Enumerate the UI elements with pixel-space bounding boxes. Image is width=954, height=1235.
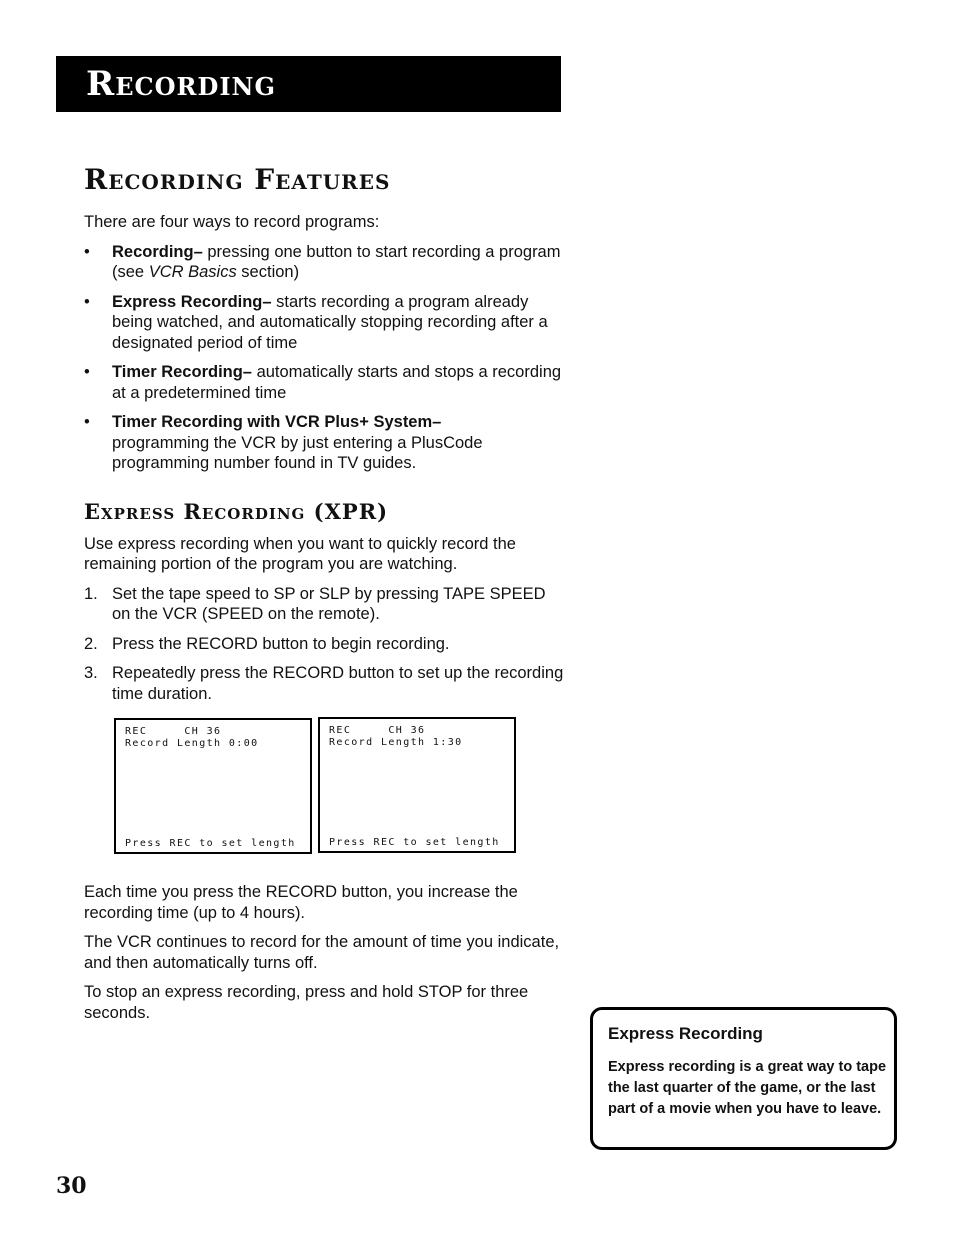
feature-term: Timer Recording–	[112, 363, 252, 381]
osd-bottom-line: Press REC to set length	[125, 838, 296, 849]
feature-text: pressing one button to start recording a program (see	[112, 242, 561, 281]
tip-title: Express Recording	[608, 1024, 763, 1043]
list-item	[84, 292, 564, 354]
section-title: Recording Features	[84, 163, 391, 196]
osd-screen-2	[318, 717, 516, 853]
paragraph: To stop an express recording, press and hold STOP for three seconds.	[84, 983, 529, 1022]
step-number: 2.	[84, 634, 98, 653]
paragraph: Each time you press the RECORD button, you increase the recording time (up to 4 hours).	[84, 883, 518, 922]
list-item	[84, 362, 564, 403]
steps-list	[84, 584, 564, 705]
subsection-intro: Use express recording when you want to quickly record the remaining portion of the program you are watching.	[84, 534, 516, 573]
feature-text: programming the VCR by just entering a PlusCode programming number found in TV guides.	[112, 433, 483, 472]
page-number: 30	[56, 1173, 87, 1199]
paragraph: The VCR continues to record for the amount of time you indicate, and then automatically turns off.	[84, 933, 560, 972]
bullet-marker: •	[84, 413, 90, 431]
step-text: Repeatedly press the RECORD button to set up the recording time duration.	[112, 664, 564, 703]
bullet-marker: •	[84, 292, 90, 311]
osd-line-1: REC CH 36	[329, 725, 426, 736]
feature-text: starts recording a program already being watched, and automatically stopping recording after a designated period of time	[112, 292, 548, 352]
feature-italic: VCR Basics	[148, 263, 237, 281]
step-text: Set the tape speed to SP or SLP by pressing TAPE SPEED on the VCR (SPEED on the remote).	[112, 584, 546, 623]
list-item	[84, 634, 564, 655]
osd-line-2: Record Length 0:00	[125, 738, 259, 749]
list-item	[84, 412, 564, 474]
tip-box	[590, 1007, 897, 1150]
feature-term: Recording–	[112, 242, 203, 261]
main-content	[84, 160, 564, 1032]
list-item	[84, 242, 564, 283]
step-text: Press the RECORD button to begin recording.	[112, 634, 450, 653]
list-item	[84, 584, 564, 625]
feature-text: automatically starts and stops a recording at a predetermined time	[112, 363, 562, 402]
osd-bottom-line: Press REC to set length	[329, 837, 500, 848]
step-number: 3.	[84, 664, 98, 682]
feature-term: Timer Recording with VCR Plus+ System–	[112, 413, 442, 431]
osd-line-1: REC CH 36	[125, 726, 222, 737]
section-intro: There are four ways to record programs:	[84, 213, 380, 231]
list-item	[84, 663, 564, 704]
step-number: 1.	[84, 584, 98, 603]
subsection-title: Express Recording (XPR)	[84, 498, 389, 524]
tip-text: Express recording is a great way to tape the last quarter of the game, or the last part of a movie when you have to leave.	[608, 1059, 887, 1117]
bullet-marker: •	[84, 242, 90, 261]
feature-text-after: section)	[236, 263, 300, 281]
header-title: Recording	[86, 64, 276, 104]
feature-list	[84, 242, 564, 474]
osd-screens	[114, 718, 564, 858]
osd-line-2: Record Length 1:30	[329, 737, 463, 748]
feature-term: Express Recording–	[112, 292, 272, 311]
osd-screen-1	[114, 718, 312, 854]
bullet-marker: •	[84, 363, 90, 381]
header-bar	[56, 56, 561, 112]
